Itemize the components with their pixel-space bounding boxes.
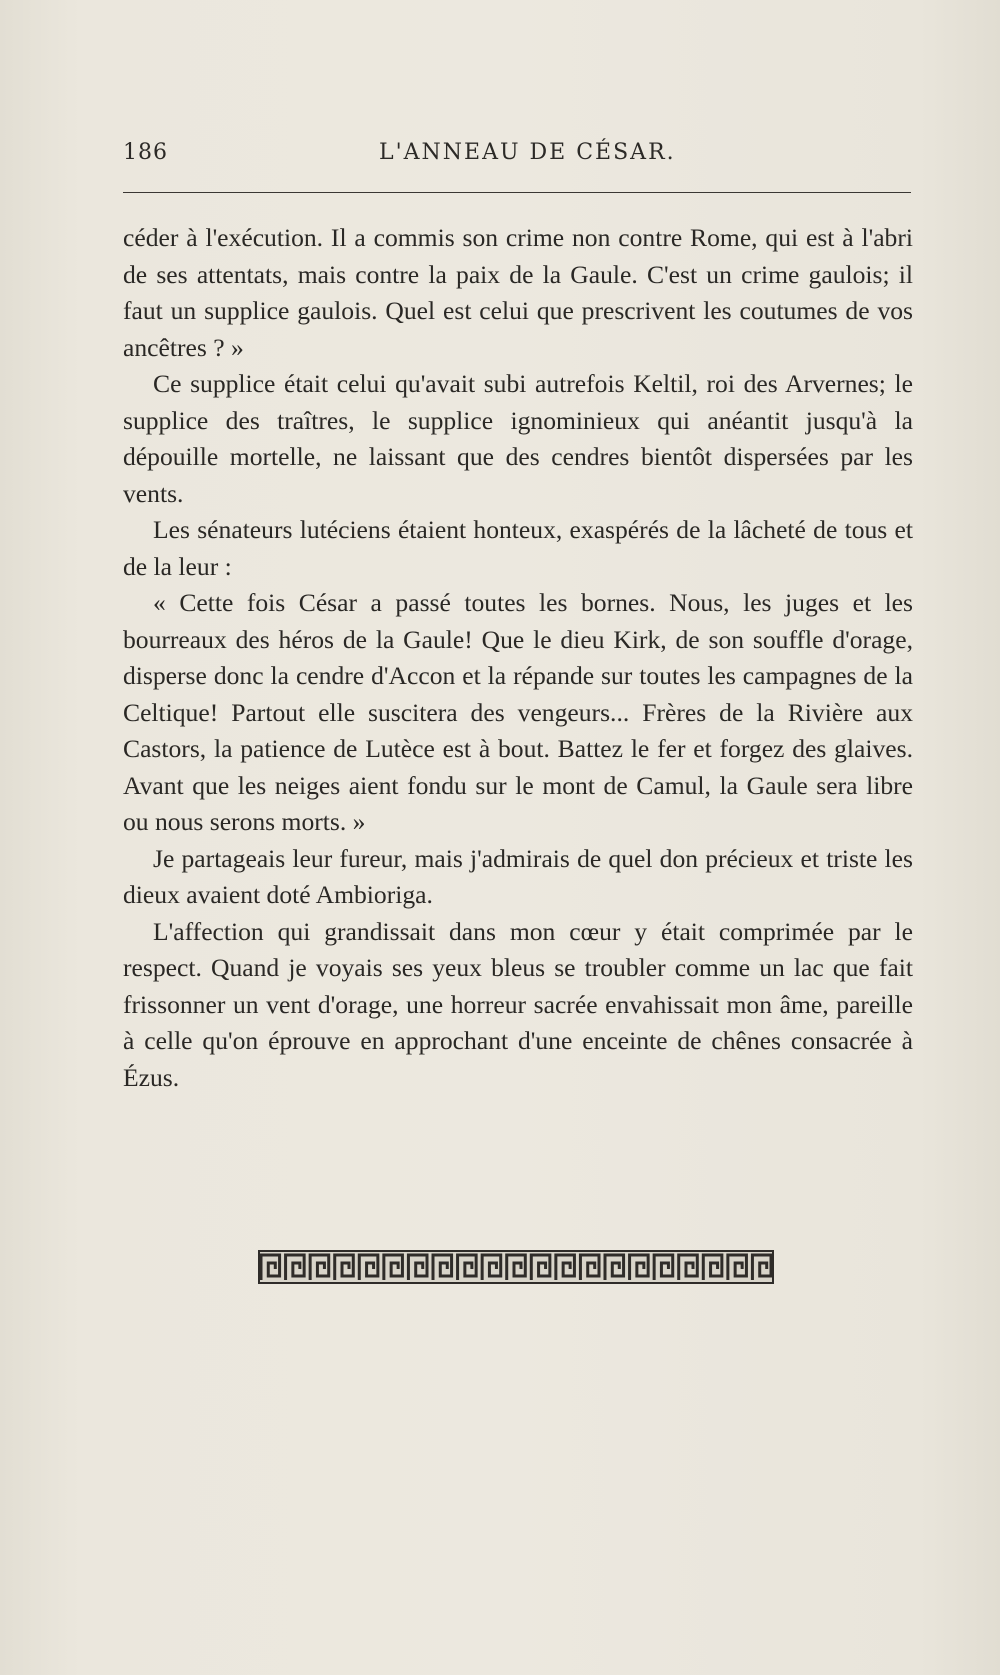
paragraph-3: Les sénateurs lutéciens étaient honteux, exaspérés de la lâcheté de tous et de la leur : bbox=[123, 515, 913, 581]
body-text bbox=[123, 220, 913, 1096]
page-header bbox=[123, 138, 911, 178]
paragraph-4: « Cette fois César a passé toutes les bornes. Nous, les juges et les bourreaux des héros de la Gaule! Que le dieu Kirk, de son souffle d'orage, disperse donc la cendre d'Accon et la répande sur toutes les campagnes de la Celtique! Partout elle suscitera des vengeurs... Frères de la Rivière aux Castors, la patience de Lutèce est à bout. Battez le fer et forgez des glaives. Avant que les neiges aient fondu sur le mont de Camul, la Gaule sera libre ou nous serons morts. » bbox=[123, 588, 913, 836]
header-rule bbox=[123, 192, 911, 193]
paragraph-6: L'affection qui grandissait dans mon cœur y était comprimée par le respect. Quand je voyais ses yeux bleus se troubler comme un lac que fait frissonner un vent d'orage, une horreur sacrée envahissait mon âme, pareille à celle qu'on éprouve en approchant d'une enceinte de chênes consacrée à Ézus. bbox=[123, 916, 913, 1092]
paragraph-2: Ce supplice était celui qu'avait subi autrefois Keltil, roi des Arvernes; le supplice des traîtres, le supplice ignominieux qui anéantit jusqu'à la dépouille mortelle, ne laissant que des cendres bientôt dispersées par les vents. bbox=[123, 369, 913, 508]
paragraph-5: Je partageais leur fureur, mais j'admirais de quel don précieux et triste les dieux avaient doté Ambioriga. bbox=[123, 843, 913, 909]
running-title: L'ANNEAU DE CÉSAR. bbox=[379, 140, 676, 165]
page-number: 186 bbox=[123, 140, 168, 165]
paragraph-1: céder à l'exécution. Il a commis son crime non contre Rome, qui est à l'abri de ses attentats, mais contre la paix de la Gaule. C'est un crime gaulois; il faut un supplice gaulois. Quel est celui que prescrivent les coutumes de vos ancêtres ? » bbox=[123, 223, 913, 362]
greek-key-border-ornament-icon bbox=[258, 1250, 774, 1284]
